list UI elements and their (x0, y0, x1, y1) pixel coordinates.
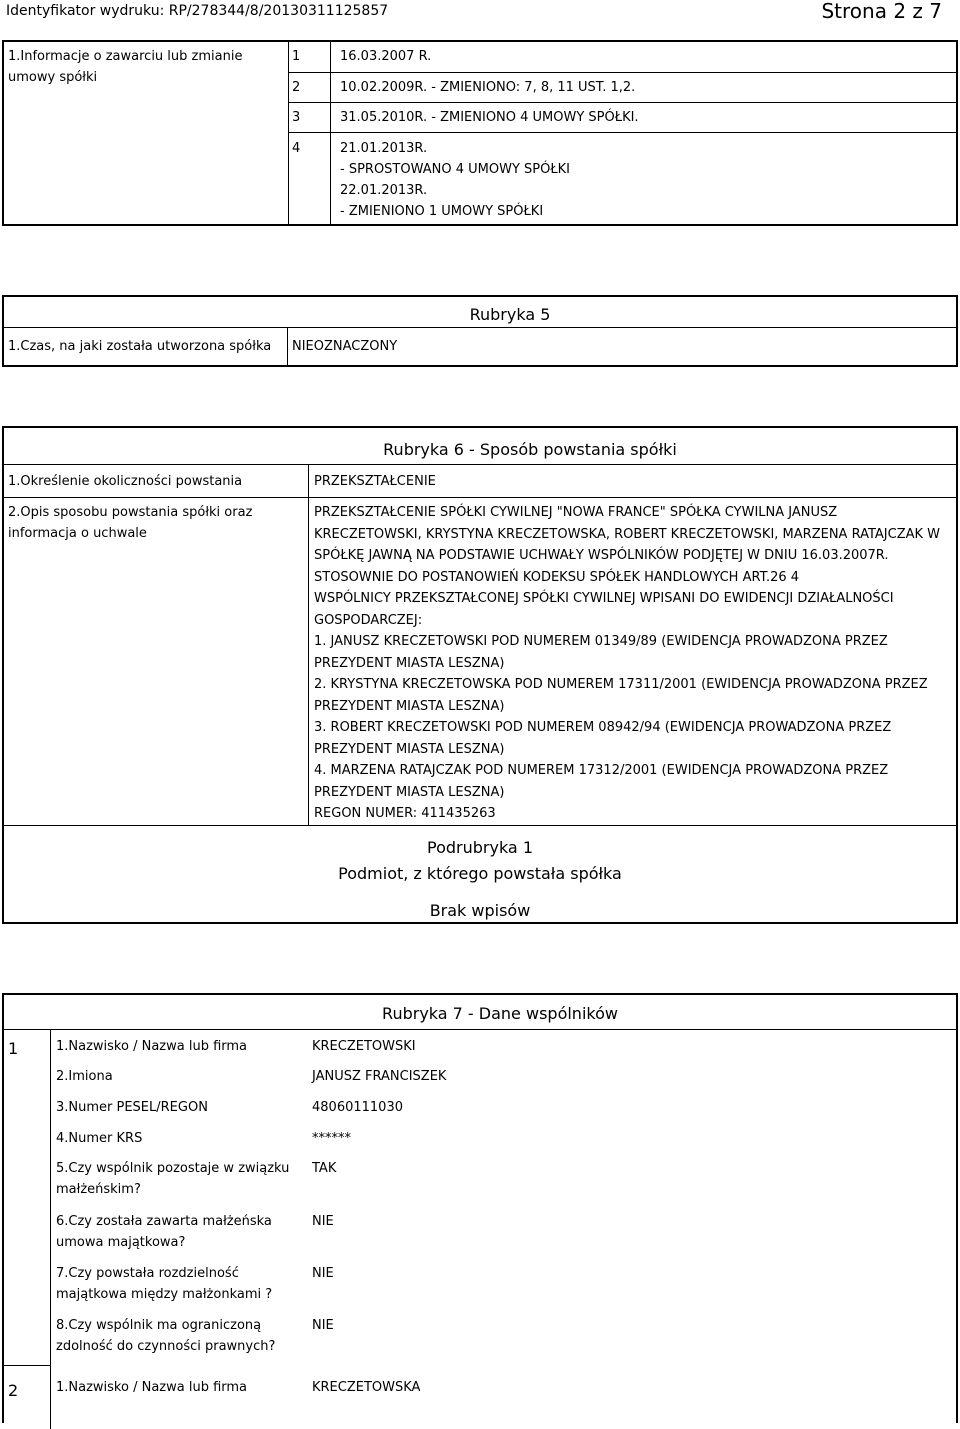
partner-field-label: 1.Nazwisko / Nazwa lub firma (56, 1380, 248, 1395)
partner-field-label: 5.Czy wspólnik pozostaje w związku (56, 1161, 290, 1176)
partner-field-label-cont: umowa majątkowa? (56, 1235, 186, 1250)
rubryka7-table (2, 993, 958, 1423)
description-line: SPÓŁKĘ JAWNĄ NA PODSTAWIE UCHWAŁY WSPÓLNIKÓW PODJĘTEJ W DNIU 16.03.2007R. (314, 548, 889, 563)
partner-field-value: JANUSZ FRANCISZEK (312, 1069, 447, 1084)
rubryka6-row1-value: PRZEKSZTAŁCENIE (314, 474, 436, 489)
entry-text: - ZMIENIONO 1 UMOWY SPÓŁKI (340, 204, 544, 219)
description-line: WSPÓLNICY PRZEKSZTAŁCONEJ SPÓŁKI CYWILNEJ WPISANI DO EWIDENCJI DZIAŁALNOŚCI (314, 591, 894, 606)
rubryka6-title: Rubryka 6 - Sposób powstania spółki (383, 440, 677, 459)
description-line: 1. JANUSZ KRECZETOWSKI POD NUMEREM 01349/89 (EWIDENCJA PROWADZONA PRZEZ (314, 634, 888, 649)
description-line: PRZEKSZTAŁCENIE SPÓŁKI CYWILNEJ "NOWA FRANCE" SPÓŁKA CYWILNA JANUSZ (314, 505, 838, 520)
empty-entries-note: Brak wpisów (429, 901, 531, 920)
partner-field-value: NIE (312, 1214, 334, 1229)
description-line: KRECZETOWSKI, KRYSTYNA KRECZETOWSKA, ROBERT KRECZETOWSKI, MARZENA RATAJCZAK W (314, 526, 940, 542)
entry-num: 1 (292, 49, 301, 64)
description-line: PREZYDENT MIASTA LESZNA) (314, 655, 505, 671)
rubryka6-description (314, 502, 954, 825)
partner-field-label: 4.Numer KRS (56, 1131, 143, 1146)
contract-info-label: 1.Informacje o zawarciu lub zmianie (8, 49, 243, 64)
entry-text: 10.02.2009R. - ZMIENIONO: 7, 8, 11 UST. 1,2. (340, 80, 636, 95)
partner-field-value: TAK (312, 1161, 337, 1176)
description-line: PREZYDENT MIASTA LESZNA) (314, 784, 505, 800)
entry-text: 16.03.2007 R. (340, 49, 432, 64)
rubryka5-title: Rubryka 5 (469, 305, 551, 324)
description-line: GOSPODARCZEJ: (314, 612, 423, 628)
entry-text: 22.01.2013R. (340, 183, 428, 198)
description-line: PREZYDENT MIASTA LESZNA) (314, 741, 505, 757)
partner-field-label-cont: małżeńskim? (56, 1182, 141, 1197)
partner-number: 1 (8, 1039, 19, 1058)
description-line: PREZYDENT MIASTA LESZNA) (314, 698, 505, 714)
partner-field-value: NIE (312, 1266, 334, 1281)
partner-field-value: ****** (312, 1131, 351, 1146)
entry-num: 4 (292, 141, 301, 156)
rubryka6-row2-label-cont: informacja o uchwale (8, 526, 147, 541)
entry-num: 2 (292, 80, 301, 95)
partner-field-label-cont: zdolność do czynności prawnych? (56, 1339, 276, 1354)
page-number: Strona 2 z 7 (821, 0, 942, 23)
podrubryka-title: Podrubryka 1 (427, 838, 533, 857)
partner-field-label: 2.Imiona (56, 1069, 113, 1084)
partner-field-value: 48060111030 (312, 1100, 403, 1115)
entry-text: 21.01.2013R. (340, 141, 428, 156)
partner-field-label: 7.Czy powstała rozdzielność (56, 1266, 239, 1281)
description-line: 3. ROBERT KRECZETOWSKI POD NUMEREM 08942/94 (EWIDENCJA PROWADZONA PRZEZ (314, 720, 892, 735)
partner-field-value: KRECZETOWSKI (312, 1039, 416, 1054)
rubryka5-value: NIEOZNACZONY (292, 339, 398, 354)
description-line: 2. KRYSTYNA KRECZETOWSKA POD NUMEREM 17311/2001 (EWIDENCJA PROWADZONA PRZEZ (314, 677, 928, 692)
partner-field-label-cont: majątkowa między małżonkami ? (56, 1287, 273, 1302)
partner-field-label: 6.Czy została zawarta małżeńska (56, 1214, 272, 1229)
partner-field-label: 8.Czy wspólnik ma ograniczoną (56, 1318, 262, 1333)
entry-text: - SPROSTOWANO 4 UMOWY SPÓŁKI (340, 162, 571, 177)
description-line: REGON NUMER: 411435263 (314, 806, 496, 821)
rubryka6-row1-label: 1.Określenie okoliczności powstania (8, 474, 243, 489)
description-line: STOSOWNIE DO POSTANOWIEŃ KODEKSU SPÓŁEK HANDLOWYCH ART.26 4 (314, 569, 800, 585)
print-identifier: Identyfikator wydruku: RP/278344/8/20130311125857 (6, 3, 389, 19)
partner-field-label: 1.Nazwisko / Nazwa lub firma (56, 1039, 248, 1054)
entry-text: 31.05.2010R. - ZMIENIONO 4 UMOWY SPÓŁKI. (340, 110, 639, 125)
description-line: 4. MARZENA RATAJCZAK POD NUMEREM 17312/2001 (EWIDENCJA PROWADZONA PRZEZ (314, 763, 889, 778)
rubryka7-title: Rubryka 7 - Dane wspólników (382, 1004, 618, 1023)
rubryka5-label: 1.Czas, na jaki została utworzona spółka (8, 339, 272, 354)
partner-field-value: KRECZETOWSKA (312, 1380, 421, 1395)
partner-number: 2 (8, 1381, 19, 1400)
rubryka6-row2-label: 2.Opis sposobu powstania spółki oraz (8, 505, 253, 520)
contract-info-label-cont: umowy spółki (8, 70, 98, 85)
podrubryka-subtitle: Podmiot, z którego powstała spółka (338, 864, 622, 883)
partner-field-value: NIE (312, 1318, 334, 1333)
entry-num: 3 (292, 110, 301, 125)
print-header (0, 0, 960, 24)
contract-info-table (2, 40, 958, 226)
partner-field-label: 3.Numer PESEL/REGON (56, 1100, 208, 1115)
